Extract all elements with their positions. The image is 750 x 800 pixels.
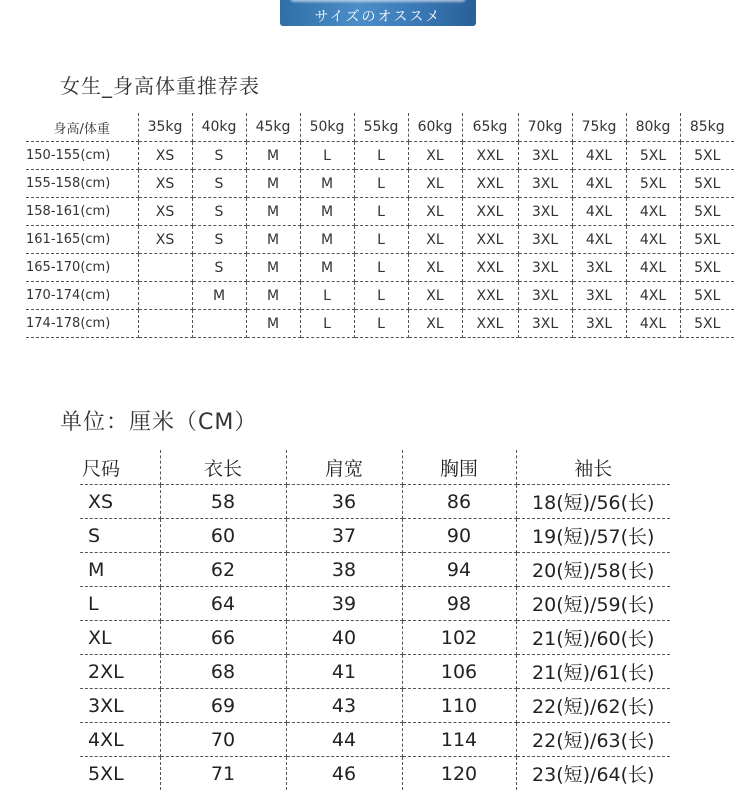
size-cell: XL <box>408 226 462 254</box>
height-range-label: 161-165(cm) <box>26 226 138 254</box>
weight-header: 35kg <box>138 113 192 142</box>
sleeve-cell: 19(短)/57(长) <box>516 519 670 553</box>
table-row <box>80 621 670 655</box>
column-header-chest: 胸围 <box>402 450 516 485</box>
size-cell: L <box>354 226 408 254</box>
size-cell: 4XL <box>572 142 626 170</box>
size-cell: 3XL <box>518 310 572 338</box>
height-range-label: 174-178(cm) <box>26 310 138 338</box>
size-cell: XXL <box>462 170 518 198</box>
size-cell: XXL <box>462 142 518 170</box>
table-row <box>80 485 670 519</box>
height-range-label: 165-170(cm) <box>26 254 138 282</box>
weight-header: 45kg <box>246 113 300 142</box>
chest-cell: 120 <box>402 757 516 791</box>
height-weight-table <box>26 113 734 338</box>
size-cell: 4XL <box>626 226 680 254</box>
size-cell: XL <box>408 170 462 198</box>
chest-cell: 102 <box>402 621 516 655</box>
chest-cell: 94 <box>402 553 516 587</box>
weight-header: 85kg <box>680 113 734 142</box>
size-cell: M <box>246 310 300 338</box>
size-cell: 4XL <box>626 310 680 338</box>
chest-cell: 98 <box>402 587 516 621</box>
column-header-length: 衣长 <box>160 450 286 485</box>
size-cell: M <box>80 553 160 587</box>
table-row <box>80 587 670 621</box>
size-cell: M <box>246 170 300 198</box>
size-cell: 4XL <box>626 282 680 310</box>
header-banner <box>280 0 476 26</box>
size-cell <box>138 282 192 310</box>
size-cell: L <box>300 142 354 170</box>
size-cell: 5XL <box>680 170 734 198</box>
table-row <box>80 723 670 757</box>
size-cell: S <box>80 519 160 553</box>
table-row <box>80 655 670 689</box>
length-cell: 69 <box>160 689 286 723</box>
size-cell: 5XL <box>680 254 734 282</box>
table-row <box>26 254 734 282</box>
table-row <box>26 282 734 310</box>
weight-header-row <box>26 113 734 142</box>
length-cell: 64 <box>160 587 286 621</box>
size-cell: S <box>192 226 246 254</box>
length-cell: 71 <box>160 757 286 791</box>
size-cell: M <box>300 254 354 282</box>
size-cell: M <box>246 198 300 226</box>
height-range-label: 150-155(cm) <box>26 142 138 170</box>
size-cell: XL <box>80 621 160 655</box>
chest-cell: 114 <box>402 723 516 757</box>
sleeve-cell: 21(短)/60(长) <box>516 621 670 655</box>
chest-cell: 106 <box>402 655 516 689</box>
sleeve-cell: 21(短)/61(长) <box>516 655 670 689</box>
column-header-shoulder: 肩宽 <box>286 450 402 485</box>
size-cell: 2XL <box>80 655 160 689</box>
size-cell: 3XL <box>518 142 572 170</box>
size-cell <box>138 254 192 282</box>
size-cell: 3XL <box>80 689 160 723</box>
length-cell: 62 <box>160 553 286 587</box>
size-cell <box>138 310 192 338</box>
chest-cell: 86 <box>402 485 516 519</box>
size-cell: XL <box>408 310 462 338</box>
table-row <box>26 170 734 198</box>
weight-header: 60kg <box>408 113 462 142</box>
height-range-label: 170-174(cm) <box>26 282 138 310</box>
size-cell: 3XL <box>518 254 572 282</box>
size-cell: 3XL <box>518 226 572 254</box>
sleeve-cell: 22(短)/63(长) <box>516 723 670 757</box>
shoulder-cell: 37 <box>286 519 402 553</box>
size-cell: L <box>80 587 160 621</box>
size-cell: 3XL <box>518 282 572 310</box>
size-cell: 4XL <box>626 254 680 282</box>
length-cell: 58 <box>160 485 286 519</box>
size-cell: 5XL <box>626 170 680 198</box>
size-cell: M <box>192 282 246 310</box>
table-row <box>80 757 670 791</box>
size-cell: M <box>246 282 300 310</box>
size-cell: XXL <box>462 226 518 254</box>
shoulder-cell: 38 <box>286 553 402 587</box>
size-cell: L <box>300 282 354 310</box>
table-row <box>26 310 734 338</box>
size-cell: S <box>192 170 246 198</box>
weight-header: 65kg <box>462 113 518 142</box>
size-cell: 5XL <box>680 198 734 226</box>
size-cell: L <box>354 282 408 310</box>
size-cell: XXL <box>462 282 518 310</box>
table-row <box>26 226 734 254</box>
size-cell: 5XL <box>680 282 734 310</box>
size-cell: XL <box>408 254 462 282</box>
size-table-title: 单位：厘米（CM） <box>60 410 258 435</box>
shoulder-cell: 46 <box>286 757 402 791</box>
table-row <box>26 198 734 226</box>
length-cell: 60 <box>160 519 286 553</box>
size-cell: M <box>246 226 300 254</box>
size-cell: 3XL <box>518 170 572 198</box>
size-cell: XL <box>408 142 462 170</box>
height-range-label: 155-158(cm) <box>26 170 138 198</box>
size-cell: M <box>300 226 354 254</box>
size-cell: XS <box>138 142 192 170</box>
weight-header: 40kg <box>192 113 246 142</box>
shoulder-cell: 43 <box>286 689 402 723</box>
size-cell: M <box>246 142 300 170</box>
measurement-header-row <box>80 450 670 485</box>
weight-table-title: 女生_身高体重推荐表 <box>60 74 260 98</box>
sleeve-cell: 20(短)/59(长) <box>516 587 670 621</box>
shoulder-cell: 44 <box>286 723 402 757</box>
size-cell: XS <box>138 170 192 198</box>
size-cell: 4XL <box>626 198 680 226</box>
size-cell: 5XL <box>80 757 160 791</box>
chest-cell: 90 <box>402 519 516 553</box>
size-cell: S <box>192 198 246 226</box>
size-cell: XXL <box>462 254 518 282</box>
size-cell: M <box>300 170 354 198</box>
size-cell: L <box>354 142 408 170</box>
size-cell: XS <box>138 226 192 254</box>
weight-header: 80kg <box>626 113 680 142</box>
size-cell: 5XL <box>680 310 734 338</box>
sleeve-cell: 23(短)/64(长) <box>532 764 655 786</box>
size-cell: L <box>300 310 354 338</box>
size-cell: S <box>192 142 246 170</box>
size-cell: 4XL <box>572 226 626 254</box>
size-cell: 4XL <box>572 170 626 198</box>
size-cell: M <box>300 198 354 226</box>
size-cell: 5XL <box>626 142 680 170</box>
banner-subtitle: サイズのオススメ <box>314 9 442 25</box>
size-cell: L <box>354 254 408 282</box>
shoulder-cell: 41 <box>286 655 402 689</box>
size-cell: XL <box>408 198 462 226</box>
size-cell: 3XL <box>572 310 626 338</box>
size-cell: 3XL <box>518 198 572 226</box>
size-cell: 5XL <box>680 142 734 170</box>
size-cell: L <box>354 310 408 338</box>
column-header-sleeve: 袖长 <box>516 450 670 485</box>
weight-header: 50kg <box>300 113 354 142</box>
shoulder-cell: 40 <box>286 621 402 655</box>
size-cell: XL <box>408 282 462 310</box>
size-cell: 4XL <box>80 723 160 757</box>
height-range-label: 158-161(cm) <box>26 198 138 226</box>
size-cell: L <box>354 170 408 198</box>
weight-header: 70kg <box>518 113 572 142</box>
size-cell <box>192 310 246 338</box>
weight-header: 75kg <box>572 113 626 142</box>
size-cell: 3XL <box>572 254 626 282</box>
length-cell: 68 <box>160 655 286 689</box>
size-cell: 3XL <box>572 282 626 310</box>
table-row <box>26 142 734 170</box>
table-row <box>80 553 670 587</box>
shoulder-cell: 39 <box>286 587 402 621</box>
size-cell: M <box>246 254 300 282</box>
size-cell: XXL <box>462 198 518 226</box>
shoulder-cell: 36 <box>286 485 402 519</box>
chest-cell: 110 <box>402 689 516 723</box>
measurement-table <box>80 450 670 790</box>
size-cell: XXL <box>462 310 518 338</box>
size-cell: XS <box>80 485 160 519</box>
weight-header: 55kg <box>354 113 408 142</box>
length-cell: 70 <box>160 723 286 757</box>
size-cell: 5XL <box>680 226 734 254</box>
size-cell: 4XL <box>572 198 626 226</box>
size-cell: XS <box>138 198 192 226</box>
corner-label: 身高/体重 <box>26 113 138 142</box>
table-row <box>80 689 670 723</box>
size-cell: S <box>192 254 246 282</box>
sleeve-cell: 22(短)/62(长) <box>516 689 670 723</box>
sleeve-cell: 18(短)/56(长) <box>516 485 670 519</box>
column-header-size: 尺码 <box>80 450 160 485</box>
table-row <box>80 519 670 553</box>
sleeve-cell: 20(短)/58(长) <box>516 553 670 587</box>
size-cell: L <box>354 198 408 226</box>
length-cell: 66 <box>160 621 286 655</box>
